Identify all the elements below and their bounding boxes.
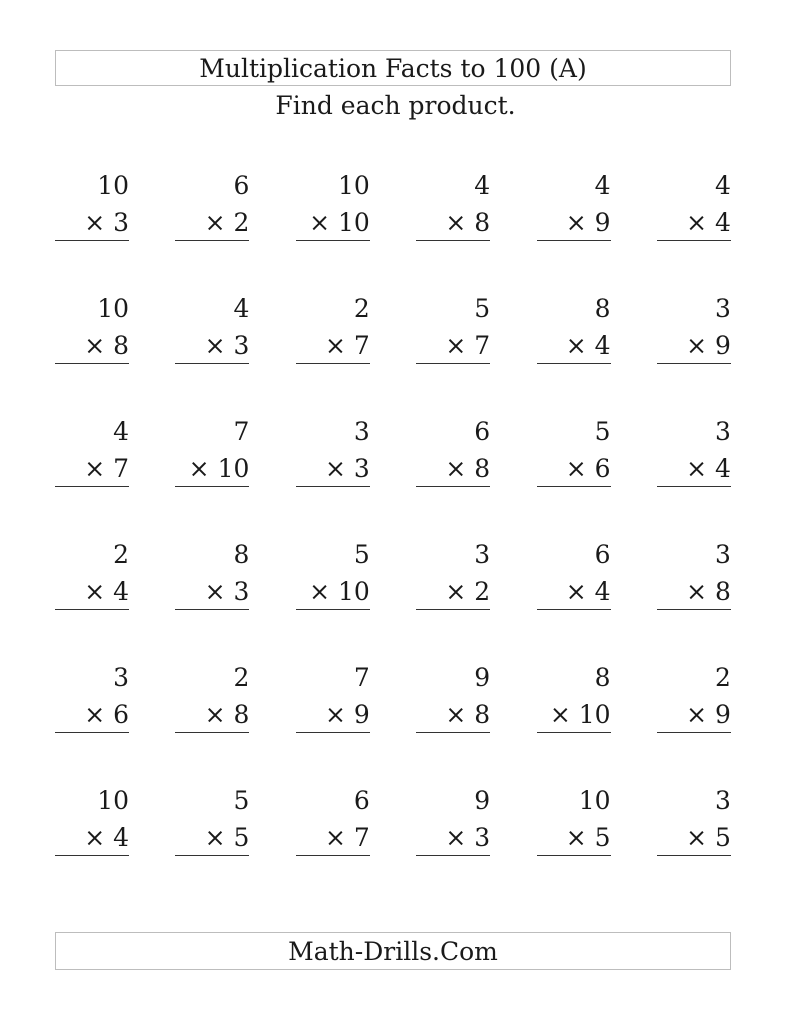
multiplication-problem: [537, 168, 611, 237]
multiplier: × 4: [686, 454, 731, 483]
multiplication-problem: [55, 783, 129, 852]
multiplicand: 8: [594, 294, 611, 323]
multiplier: × 4: [84, 823, 129, 852]
answer-line: [55, 732, 129, 733]
answer-line: [657, 240, 731, 241]
multiplication-problem: [657, 537, 731, 606]
multiplicand: 3: [715, 417, 731, 446]
multiplier: × 8: [445, 208, 491, 237]
multiplication-problem: [416, 414, 491, 483]
multiplier: × 10: [309, 577, 370, 606]
multiplication-problem: [416, 783, 491, 852]
multiplier: × 9: [686, 700, 731, 729]
multiplicand: 3: [715, 294, 731, 323]
multiplication-problem: [537, 414, 611, 483]
multiplication-problem: [657, 291, 731, 360]
answer-line: [296, 486, 370, 487]
multiplication-problem: [537, 660, 611, 729]
answer-line: [175, 609, 249, 610]
multiplicand: 5: [353, 540, 370, 569]
multiplication-problem: [657, 168, 731, 237]
multiplicand: 8: [233, 540, 250, 569]
answer-line: [55, 609, 129, 610]
multiplier: × 10: [549, 700, 611, 729]
multiplication-problem: [296, 660, 370, 729]
multiplicand: 4: [474, 171, 491, 200]
multiplicand: 10: [97, 294, 129, 323]
footer-site-name: Math-Drills.Com: [288, 936, 498, 966]
answer-line: [657, 855, 731, 856]
multiplication-problem: [296, 414, 370, 483]
multiplier: × 8: [84, 331, 129, 360]
problem-grid: [55, 168, 731, 852]
answer-line: [537, 855, 611, 856]
answer-line: [416, 855, 490, 856]
answer-line: [416, 609, 490, 610]
multiplication-problem: [657, 414, 731, 483]
multiplicand: 2: [353, 294, 370, 323]
multiplier: × 8: [686, 577, 731, 606]
answer-line: [55, 486, 129, 487]
answer-line: [296, 732, 370, 733]
answer-line: [537, 240, 611, 241]
multiplication-problem: [537, 537, 611, 606]
multiplier: × 7: [445, 331, 491, 360]
multiplication-problem: [416, 660, 491, 729]
multiplication-problem: [55, 291, 129, 360]
multiplicand: 10: [337, 171, 370, 200]
multiplier: × 6: [565, 454, 611, 483]
multiplication-problem: [175, 291, 250, 360]
multiplication-problem: [537, 291, 611, 360]
answer-line: [657, 732, 731, 733]
multiplicand: 5: [474, 294, 491, 323]
multiplicand: 7: [233, 417, 250, 446]
multiplicand: 10: [578, 786, 611, 815]
multiplication-problem: [537, 783, 611, 852]
multiplier: × 4: [565, 577, 611, 606]
multiplier: × 5: [686, 823, 731, 852]
answer-line: [416, 732, 490, 733]
multiplier: × 3: [84, 208, 129, 237]
multiplier: × 2: [445, 577, 491, 606]
answer-line: [537, 609, 611, 610]
multiplicand: 6: [474, 417, 491, 446]
multiplier: × 7: [324, 823, 370, 852]
multiplier: × 3: [204, 331, 250, 360]
multiplicand: 3: [715, 786, 731, 815]
multiplicand: 3: [715, 540, 731, 569]
answer-line: [55, 855, 129, 856]
answer-line: [175, 732, 249, 733]
multiplication-problem: [175, 660, 250, 729]
multiplicand: 2: [233, 663, 250, 692]
multiplication-problem: [657, 660, 731, 729]
multiplier: × 9: [324, 700, 370, 729]
multiplier: × 9: [565, 208, 611, 237]
answer-line: [657, 486, 731, 487]
multiplier: × 3: [204, 577, 250, 606]
multiplier: × 7: [84, 454, 129, 483]
multiplier: × 10: [188, 454, 250, 483]
answer-line: [175, 240, 249, 241]
multiplicand: 9: [474, 786, 491, 815]
multiplication-problem: [657, 783, 731, 852]
multiplicand: 4: [233, 294, 250, 323]
multiplication-problem: [296, 168, 370, 237]
answer-line: [296, 240, 370, 241]
multiplier: × 8: [445, 454, 491, 483]
multiplicand: 5: [594, 417, 611, 446]
footer-box: [55, 932, 731, 970]
worksheet-title-box: [55, 50, 731, 86]
multiplier: × 3: [324, 454, 370, 483]
multiplier: × 8: [204, 700, 250, 729]
multiplicand: 4: [594, 171, 611, 200]
answer-line: [55, 363, 129, 364]
multiplicand: 6: [594, 540, 611, 569]
answer-line: [537, 732, 611, 733]
multiplicand: 4: [715, 171, 731, 200]
worksheet-title: Multiplication Facts to 100 (A): [199, 53, 587, 83]
multiplier: × 2: [204, 208, 250, 237]
multiplication-problem: [416, 168, 491, 237]
multiplier: × 8: [445, 700, 491, 729]
multiplier: × 3: [445, 823, 491, 852]
multiplication-problem: [175, 537, 250, 606]
multiplication-problem: [55, 660, 129, 729]
worksheet-instructions: Find each product.: [275, 91, 516, 120]
multiplicand: 6: [353, 786, 370, 815]
answer-line: [296, 855, 370, 856]
answer-line: [175, 363, 249, 364]
answer-line: [416, 486, 490, 487]
answer-line: [657, 363, 731, 364]
multiplicand: 4: [113, 417, 129, 446]
multiplicand: 6: [233, 171, 250, 200]
answer-line: [657, 609, 731, 610]
multiplicand: 10: [97, 171, 129, 200]
multiplication-problem: [416, 537, 491, 606]
answer-line: [296, 609, 370, 610]
multiplicand: 2: [715, 663, 731, 692]
multiplier: × 4: [686, 208, 731, 237]
multiplicand: 8: [594, 663, 611, 692]
multiplication-problem: [55, 537, 129, 606]
multiplication-problem: [416, 291, 491, 360]
multiplicand: 3: [474, 540, 491, 569]
multiplier: × 10: [309, 208, 370, 237]
multiplicand: 2: [113, 540, 129, 569]
multiplication-problem: [175, 783, 250, 852]
multiplication-problem: [296, 291, 370, 360]
multiplier: × 4: [84, 577, 129, 606]
multiplicand: 9: [474, 663, 491, 692]
multiplier: × 5: [204, 823, 250, 852]
multiplicand: 10: [97, 786, 129, 815]
answer-line: [296, 363, 370, 364]
answer-line: [416, 240, 490, 241]
answer-line: [416, 363, 490, 364]
answer-line: [175, 855, 249, 856]
answer-line: [175, 486, 249, 487]
multiplication-problem: [296, 783, 370, 852]
multiplier: × 4: [565, 331, 611, 360]
multiplier: × 9: [686, 331, 731, 360]
multiplication-problem: [296, 537, 370, 606]
multiplier: × 7: [324, 331, 370, 360]
multiplier: × 6: [84, 700, 129, 729]
multiplicand: 3: [113, 663, 129, 692]
multiplication-problem: [175, 414, 250, 483]
multiplication-problem: [55, 168, 129, 237]
answer-line: [537, 363, 611, 364]
multiplicand: 7: [353, 663, 370, 692]
answer-line: [537, 486, 611, 487]
multiplicand: 5: [233, 786, 250, 815]
multiplication-problem: [175, 168, 250, 237]
multiplication-problem: [55, 414, 129, 483]
multiplicand: 3: [353, 417, 370, 446]
answer-line: [55, 240, 129, 241]
multiplier: × 5: [565, 823, 611, 852]
